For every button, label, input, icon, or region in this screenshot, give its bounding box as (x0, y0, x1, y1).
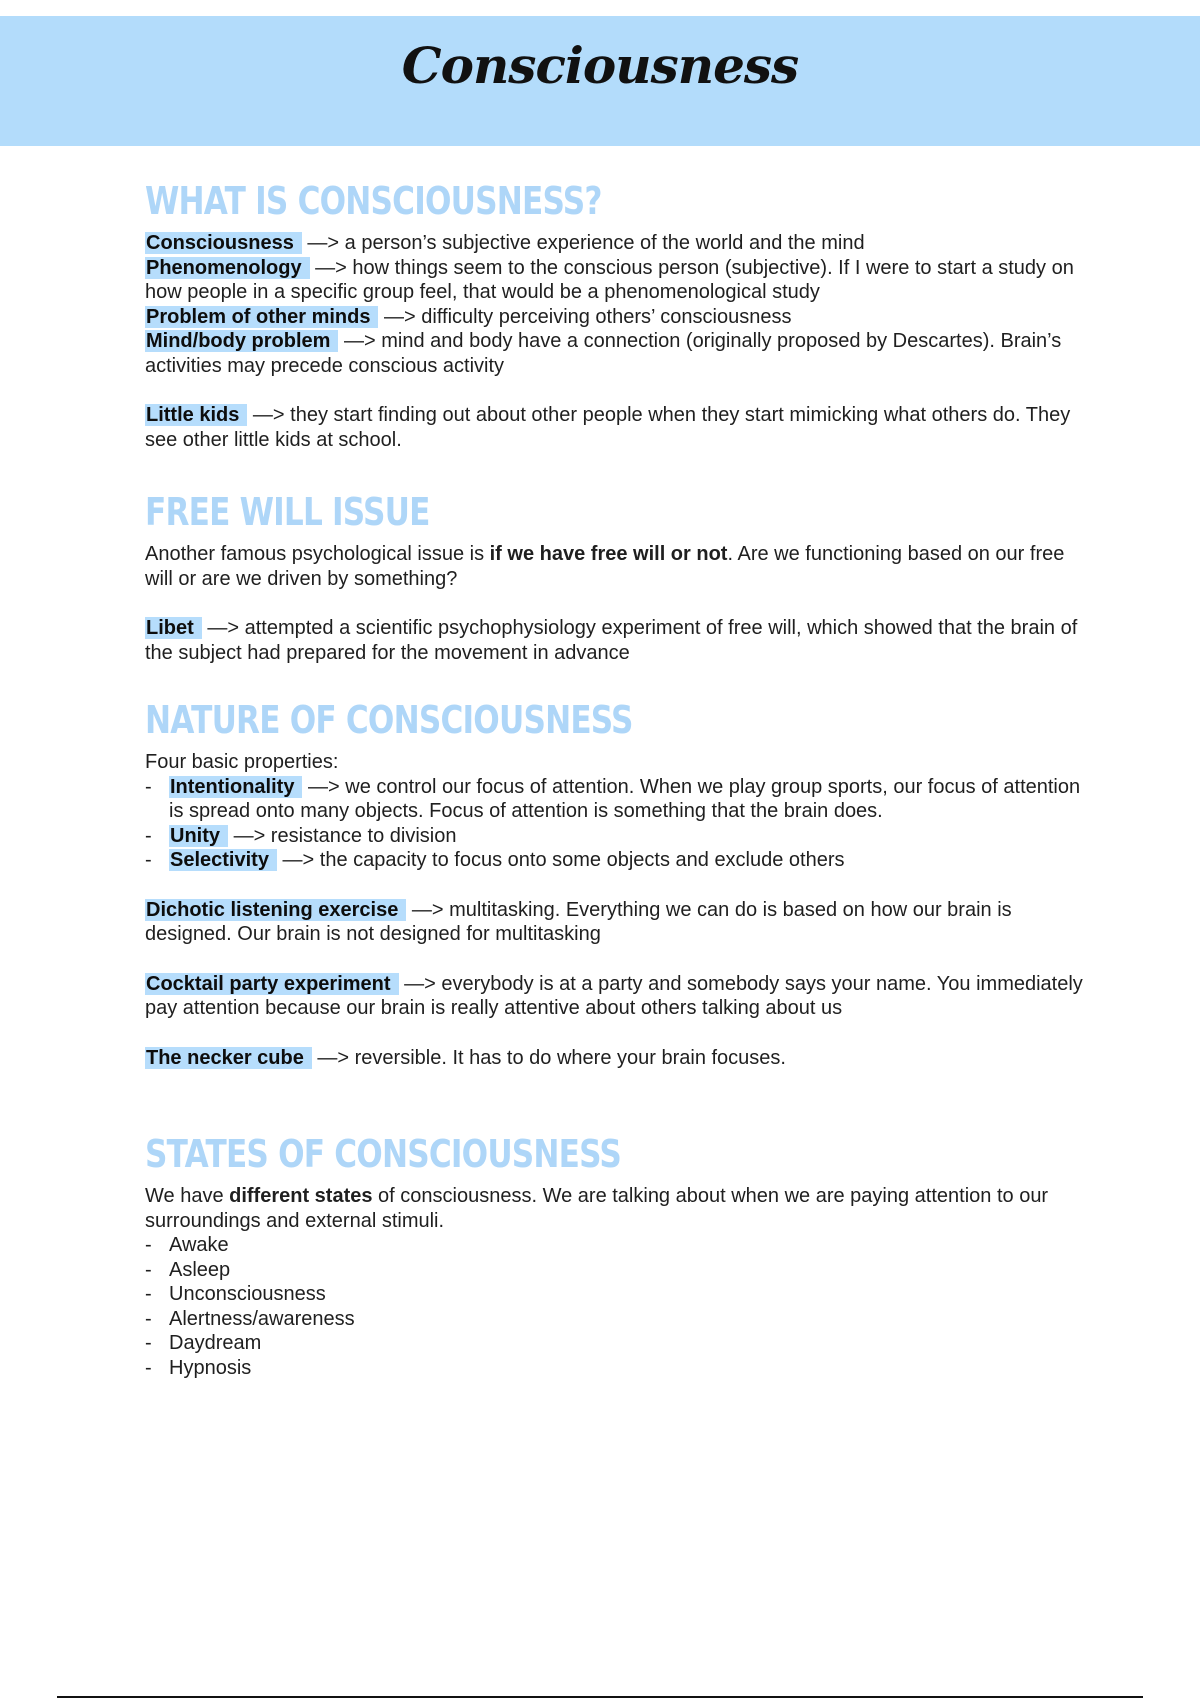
definition-text: a person’s subjective experience of the world and the mind (339, 232, 865, 254)
states-intro (145, 1184, 1095, 1233)
definition-consciousness (145, 231, 1095, 256)
arrow: —> (404, 972, 436, 995)
arrow: —> (282, 849, 315, 871)
list-item (145, 1331, 1095, 1356)
definition-text: everybody is at a party and somebody says your name. You immediately pay attention because our brain is really attentive about others talking about us (145, 972, 1083, 1019)
term-highlight: Selectivity (169, 849, 277, 871)
bullet-dash: - (145, 1332, 152, 1354)
definition-text: they start finding out about other people when they start mimicking what others do. They see other little kids at school. (145, 404, 1071, 451)
section-states-of-consciousness (145, 1130, 1095, 1380)
definition-dichotic (145, 898, 1095, 947)
bullet-dash: - (145, 1258, 152, 1281)
list-item (145, 1233, 1095, 1258)
term-highlight: Mind/body problem (145, 330, 338, 352)
arrow: —> (233, 824, 266, 847)
definition-text: mind and body have a connection (originally proposed by Descartes). Brain’s activities may precede conscious activity (145, 330, 1062, 377)
definition-text: we control our focus of attention. When we play group sports, our focus of attention is spread onto many objects. Focus of attention is something that the brain does. (169, 775, 1081, 822)
arrow: —> (315, 256, 347, 279)
term-highlight: Dichotic listening exercise (145, 899, 406, 921)
definition-necker-cube (145, 1046, 1095, 1071)
state-label: Alertness/awareness (169, 1307, 355, 1330)
bullet-dash: - (145, 1234, 152, 1256)
list-item (145, 1356, 1095, 1381)
term-highlight: Problem of other minds (145, 306, 378, 328)
list-item (145, 1307, 1095, 1332)
definition-libet (145, 616, 1095, 665)
intro-text: of consciousness. We are talking about when we are paying attention to our surroundings and external stimuli. (145, 1185, 1049, 1232)
state-label: Asleep (169, 1258, 231, 1281)
state-label: Awake (169, 1234, 229, 1256)
definition-text: reversible. It has to do where your brain focuses. (349, 1046, 786, 1069)
section-heading: WHAT IS CONSCIOUSNESS? (145, 179, 602, 223)
term-highlight: Intentionality (169, 776, 302, 798)
section-what-is-consciousness (145, 177, 1095, 452)
term-highlight: Consciousness (145, 232, 302, 254)
arrow: —> (411, 898, 444, 921)
section-heading: FREE WILL ISSUE (145, 490, 430, 534)
term-highlight: The necker cube (145, 1047, 312, 1069)
state-label: Daydream (169, 1332, 262, 1354)
section-free-will (145, 488, 1095, 665)
definition-text: attempted a scientific psychophysiology experiment of free will, which showed that the brain of the subject had prepared for the movement in advance (145, 617, 1078, 664)
definition-text: difficulty perceiving others’ consciousness (415, 305, 792, 328)
properties-list (145, 775, 1095, 873)
term-highlight: Libet (145, 617, 202, 639)
term-highlight: Cocktail party experiment (145, 973, 399, 995)
definition-text: resistance to division (265, 824, 457, 847)
definition-other-minds (145, 305, 1095, 330)
intro-text: Another famous psychological issue is (145, 543, 490, 565)
section-heading: STATES OF CONSCIOUSNESS (145, 1132, 621, 1176)
properties-intro: Four basic properties: (145, 751, 339, 773)
list-item (145, 1258, 1095, 1283)
bullet-dash: - (145, 824, 152, 847)
intro-text: . Are we functioning based on our free will or are we driven by something? (145, 543, 1065, 590)
bottom-divider (57, 1696, 1143, 1698)
page-title: Consciousness (401, 36, 799, 95)
definition-mind-body (145, 329, 1095, 378)
definition-little-kids (145, 403, 1095, 452)
arrow: —> (317, 1046, 350, 1069)
state-label: Unconsciousness (169, 1283, 326, 1305)
arrow: —> (207, 617, 240, 639)
definition-text: multitasking. Everything we can do is based on how our brain is designed. Our brain is not designed for multitasking (145, 898, 1012, 945)
arrow: —> (308, 775, 340, 798)
definition-text: the capacity to focus onto some objects and exclude others (314, 849, 845, 871)
arrow: —> (252, 404, 285, 426)
bullet-dash: - (145, 775, 152, 798)
list-item (145, 1282, 1095, 1307)
list-item (145, 775, 1095, 824)
term-highlight: Unity (169, 825, 228, 847)
term-highlight: Little kids (145, 404, 247, 426)
arrow: —> (344, 330, 376, 352)
intro-bold: different states (229, 1185, 373, 1207)
intro-bold: if we have free will or not (489, 543, 728, 565)
term-highlight: Phenomenology (145, 257, 310, 279)
bullet-dash: - (145, 1283, 152, 1305)
state-label: Hypnosis (169, 1356, 252, 1379)
section-nature-of-consciousness (145, 696, 1095, 1070)
bullet-dash: - (145, 1356, 152, 1379)
definition-cocktail-party (145, 972, 1095, 1021)
list-item (145, 848, 1095, 873)
bullet-dash: - (145, 1307, 152, 1330)
states-list (145, 1233, 1095, 1380)
bullet-dash: - (145, 849, 152, 871)
intro-text: We have (145, 1185, 230, 1207)
section-heading: NATURE OF CONSCIOUSNESS (145, 698, 633, 742)
arrow: —> (384, 305, 416, 328)
arrow: —> (307, 232, 340, 254)
free-will-intro (145, 542, 1095, 591)
definition-phenomenology (145, 256, 1095, 305)
list-item (145, 824, 1095, 849)
definition-text: how things seem to the conscious person (subjective). If I were to start a study on how people in a specific group feel, that would be a phenomenological study (145, 256, 1074, 303)
